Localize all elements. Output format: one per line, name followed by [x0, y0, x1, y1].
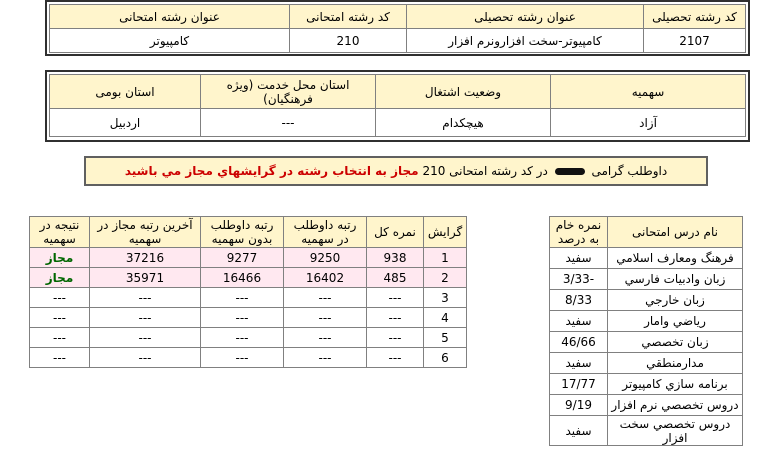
status-value-row	[50, 109, 746, 137]
program-header-cell: کد رشته امتحانی	[290, 5, 407, 29]
course-name-cell: دروس تخصصي سخت افزار	[608, 416, 743, 446]
results-cell: ---	[90, 328, 201, 348]
results-status-cell: ---	[30, 288, 90, 308]
results-cell: 37216	[90, 248, 201, 268]
results-status-cell: ---	[30, 348, 90, 368]
results-cell: 35971	[90, 268, 201, 288]
courses-table	[549, 216, 743, 446]
results-header-cell: نمره کل	[367, 217, 424, 248]
program-header-row	[50, 5, 746, 29]
course-score-cell: 46/66	[550, 332, 608, 353]
program-header-cell: عنوان رشته تحصیلی	[407, 5, 644, 29]
results-status-cell: مجاز	[30, 248, 90, 268]
course-name-cell: مدارمنطقي	[608, 353, 743, 374]
results-cell: ---	[284, 308, 367, 328]
results-cell: ---	[284, 328, 367, 348]
courses-header-cell: نمره خام به درصد	[550, 217, 608, 248]
results-cell: ---	[284, 288, 367, 308]
program-value-cell: کامپیوتر	[50, 29, 290, 53]
results-status-cell: مجاز	[30, 268, 90, 288]
status-header-row	[50, 75, 746, 109]
results-cell: ---	[201, 348, 284, 368]
results-cell: 16402	[284, 268, 367, 288]
results-cell: 9250	[284, 248, 367, 268]
course-score-cell: 17/77	[550, 374, 608, 395]
results-header-cell: نتیجه در سهمیه	[30, 217, 90, 248]
table-row	[550, 290, 743, 311]
table-row	[30, 328, 467, 348]
results-status-cell: ---	[30, 308, 90, 328]
program-header-cell: عنوان رشته امتحانی	[50, 5, 290, 29]
results-header-cell: آخرین رتبه مجاز در سهمیه	[90, 217, 201, 248]
table-row	[550, 332, 743, 353]
results-cell: 5	[424, 328, 467, 348]
course-name-cell: زبان وادبيات فارسي	[608, 269, 743, 290]
results-cell: ---	[367, 348, 424, 368]
results-cell: 16466	[201, 268, 284, 288]
status-value-cell: هیچکدام	[376, 109, 551, 137]
course-name-cell: دروس تخصصي نرم افزار	[608, 395, 743, 416]
program-value-cell: 2107	[644, 29, 746, 53]
results-cell: ---	[284, 348, 367, 368]
status-header-cell: استان بومی	[50, 75, 201, 109]
results-cell: 1	[424, 248, 467, 268]
results-header-cell: رتبه داوطلب در سهمیه	[284, 217, 367, 248]
status-header-cell: سهمیه	[551, 75, 746, 109]
status-value-cell: اردبیل	[50, 109, 201, 137]
program-table	[49, 4, 746, 53]
table-row	[30, 308, 467, 328]
results-table	[29, 216, 467, 368]
results-header-cell: رتبه داوطلب بدون سهمیه	[201, 217, 284, 248]
table-row	[550, 311, 743, 332]
results-cell: 938	[367, 248, 424, 268]
course-name-cell: فرهنگ ومعارف اسلامي	[608, 248, 743, 269]
results-cell: 2	[424, 268, 467, 288]
course-name-cell: زبان تخصصي	[608, 332, 743, 353]
course-score-cell: 9/19	[550, 395, 608, 416]
table-row	[550, 374, 743, 395]
table-row	[30, 348, 467, 368]
table-row	[30, 268, 467, 288]
table-row	[550, 353, 743, 374]
course-name-cell: برنامه سازي كامپيوتر	[608, 374, 743, 395]
status-value-cell: آزاد	[551, 109, 746, 137]
results-cell: ---	[90, 348, 201, 368]
table-row	[550, 395, 743, 416]
status-header-cell: استان محل خدمت (ویژه فرهنگیان)	[201, 75, 376, 109]
course-score-cell: سفيد	[550, 311, 608, 332]
program-value-row	[50, 29, 746, 53]
results-cell: 6	[424, 348, 467, 368]
course-score-cell: سفيد	[550, 248, 608, 269]
results-header-cell: گرایش	[424, 217, 467, 248]
results-cell: ---	[201, 328, 284, 348]
results-cell: 4	[424, 308, 467, 328]
status-header-cell: وضعیت اشتغال	[376, 75, 551, 109]
results-cell: ---	[367, 308, 424, 328]
course-score-cell: سفيد	[550, 353, 608, 374]
course-score-cell: 8/33	[550, 290, 608, 311]
results-cell: 485	[367, 268, 424, 288]
results-status-cell: ---	[30, 328, 90, 348]
results-cell: ---	[201, 308, 284, 328]
table-row	[30, 288, 467, 308]
result-notice	[84, 156, 708, 186]
program-header-cell: کد رشته تحصیلی	[644, 5, 746, 29]
program-value-cell: کامپیوتر-سخت افزارونرم افزار	[407, 29, 644, 53]
table-row	[550, 248, 743, 269]
results-cell: ---	[90, 288, 201, 308]
results-cell: ---	[201, 288, 284, 308]
course-score-cell: سفيد	[550, 416, 608, 446]
course-score-cell: -3/33	[550, 269, 608, 290]
program-value-cell: 210	[290, 29, 407, 53]
courses-header-row	[550, 217, 743, 248]
results-header-row	[30, 217, 467, 248]
table-row	[30, 248, 467, 268]
course-name-cell: رياضي وامار	[608, 311, 743, 332]
course-name-cell: زبان خارجي	[608, 290, 743, 311]
results-cell: 3	[424, 288, 467, 308]
notice-highlight: مجاز به انتخاب رشته در گرايشهاي مجاز مي باشيد	[124, 164, 419, 178]
courses-header-cell: نام درس امتحانی	[608, 217, 743, 248]
redacted-name-scribble	[555, 168, 585, 175]
results-cell: 9277	[201, 248, 284, 268]
notice-middle: در کد رشته امتحانی 210	[422, 164, 548, 178]
results-cell: ---	[367, 288, 424, 308]
results-cell: ---	[90, 308, 201, 328]
table-row	[550, 416, 743, 446]
notice-prefix: داوطلب گرامی	[591, 164, 668, 178]
table-row	[550, 269, 743, 290]
results-cell: ---	[367, 328, 424, 348]
status-value-cell: ---	[201, 109, 376, 137]
status-table	[49, 74, 746, 137]
